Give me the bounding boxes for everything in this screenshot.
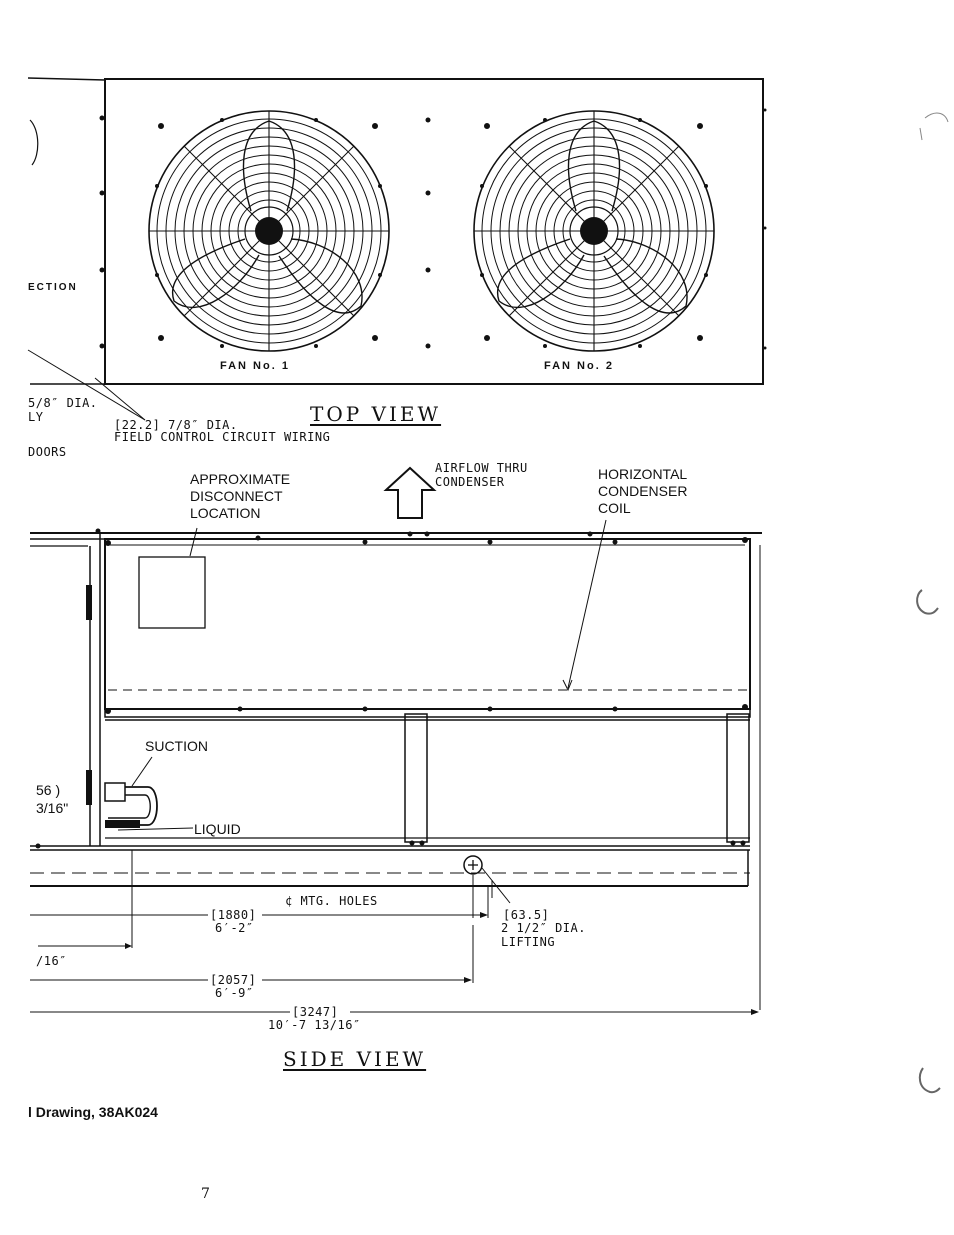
top-view-title: TOP VIEW [310,402,442,426]
lifting-diameter: 2 1/2″ DIA. [501,921,586,935]
side-view-drawing [30,468,940,1092]
fan-1-label: FAN No. 1 [220,360,290,372]
coil-label-line-2: CONDENSER [598,483,688,499]
fan-2-grille-icon [474,111,714,351]
disconnect-label-line-2: DISCONNECT [190,488,283,504]
control-wiring-dimension: [22.2] 7/8″ DIA. [114,418,238,432]
dim-3247-mm: [3247] [292,1005,339,1019]
disconnect-label-line-1: APPROXIMATE [190,471,291,487]
left-doors-fragment: DOORS [28,445,67,459]
disconnect-label-line-3: LOCATION [190,505,261,521]
top-view-drawing [28,78,948,420]
figure-caption: l Drawing, 38AK024 [28,1104,158,1120]
side-view-title: SIDE VIEW [283,1047,427,1071]
dim-3247-ft: 10′-7 13/16″ [268,1018,361,1032]
airflow-label-line-2: CONDENSER [435,475,505,489]
dim-2057-ft: 6′-9″ [215,986,254,1000]
dim-2057-mm: [2057] [210,973,257,987]
lifting-dimension-mm: [63.5] [503,908,550,922]
suction-label: SUCTION [145,738,208,754]
left-fragment-16: /16″ [36,954,67,968]
lifting-label: LIFTING [501,935,556,949]
page-number: 7 [201,1186,210,1202]
left-fragment-56: 56 ) [36,782,61,798]
left-ly-fragment: LY [28,410,44,424]
airflow-arrow-icon [386,468,434,518]
dim-1880-ft: 6′-2″ [215,921,254,935]
left-dia-fragment: 5/8″ DIA. [28,396,98,410]
fan-1-grille-icon [149,111,389,351]
disconnect-box [139,557,205,628]
left-fragment-3-16: 3/16" [36,800,69,816]
liquid-label: LIQUID [194,821,241,837]
coil-label-line-3: COIL [598,500,631,516]
dim-1880-mm: [1880] [210,908,257,922]
mtg-holes-label: ¢ MTG. HOLES [285,894,378,908]
control-wiring-label: FIELD CONTROL CIRCUIT WIRING [114,430,331,444]
airflow-label-line-1: AIRFLOW THRU [435,461,528,475]
fan-2-label: FAN No. 2 [544,360,614,372]
left-section-fragment: ECTION [28,282,78,293]
coil-label-line-1: HORIZONTAL [598,466,688,482]
